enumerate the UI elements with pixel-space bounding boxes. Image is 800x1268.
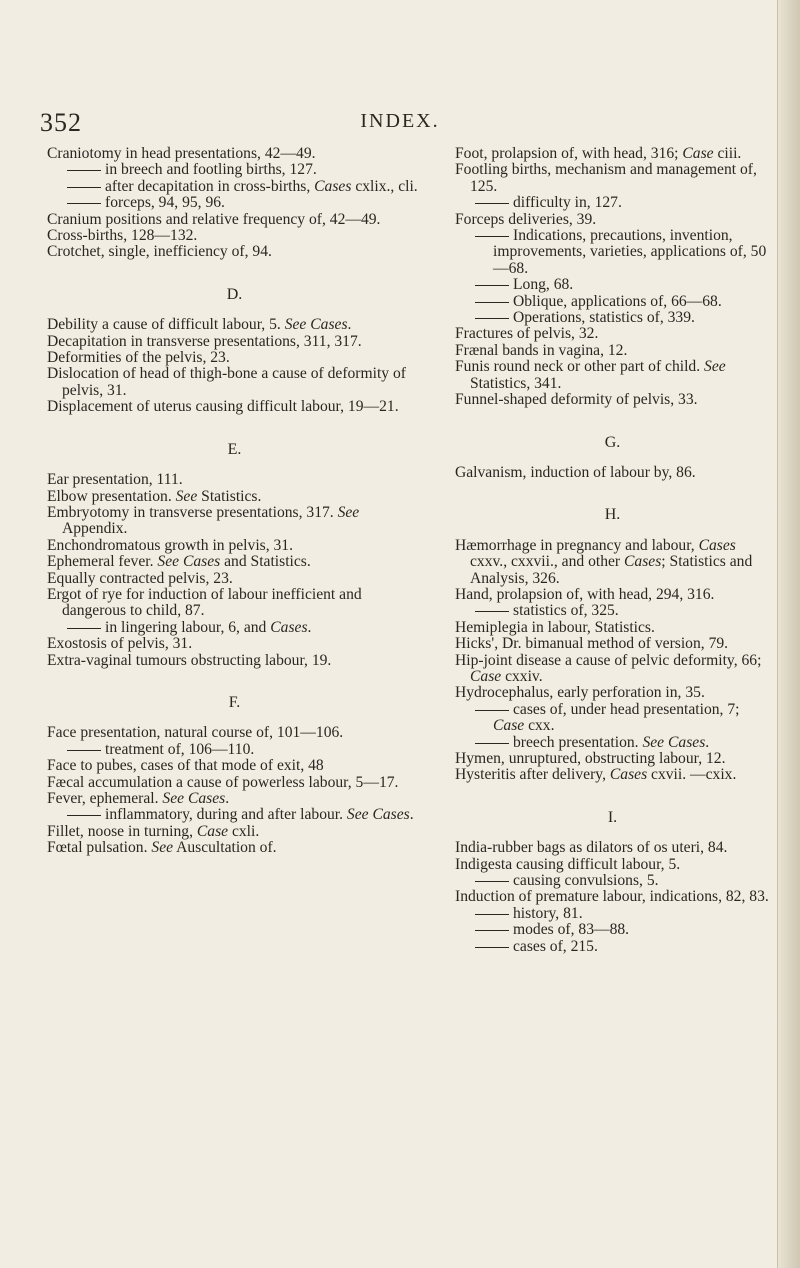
entry-text: Enchondromatous growth in pelvis, 31. — [47, 536, 294, 554]
ditto-dash — [475, 914, 509, 915]
index-entry — [47, 824, 422, 840]
index-entry — [455, 685, 770, 701]
index-entry — [47, 366, 422, 399]
entry-text: Fever, ephemeral. See Cases. — [47, 790, 230, 807]
index-entry — [47, 587, 422, 620]
ditto-dash — [67, 170, 101, 171]
entry-text: Fœtal pulsation. See Auscultation of. — [47, 839, 277, 857]
entry-text: Frænal bands in vagina, 12. — [455, 341, 628, 359]
index-subentry — [47, 807, 422, 823]
entry-text: Hydrocephalus, early perforation in, 35. — [455, 684, 705, 702]
entry-text: Hysteritis after delivery, Cases cxvii. —cxix. — [455, 766, 737, 784]
page-header — [40, 108, 760, 138]
index-entry — [455, 889, 770, 905]
index-entry — [47, 791, 422, 807]
index-entry — [455, 587, 770, 603]
entry-text: Deformities of the pelvis, 23. — [47, 349, 230, 367]
entry-text: Forceps deliveries, 39. — [455, 210, 597, 228]
index-entry — [455, 359, 770, 392]
ditto-dash — [475, 710, 509, 711]
index-subentry — [455, 906, 770, 922]
index-subentry — [455, 277, 770, 293]
index-entry — [455, 857, 770, 873]
entry-text: Galvanism, induction of labour by, 86. — [455, 463, 696, 481]
index-entry — [47, 636, 422, 652]
index-entry — [47, 489, 422, 505]
entry-text: Oblique, applications of, 66—68. — [513, 292, 722, 310]
index-entry — [47, 399, 422, 415]
entry-text: statistics of, 325. — [513, 602, 619, 620]
index-entry — [47, 334, 422, 350]
entry-text: after decapitation in cross-births, Cases cxlix., cli. — [105, 177, 418, 195]
ditto-dash — [67, 628, 101, 629]
index-entry — [47, 840, 422, 856]
ditto-dash — [67, 815, 101, 816]
index-entry — [455, 751, 770, 767]
entry-text: Equally contracted pelvis, 23. — [47, 569, 233, 587]
index-entry — [47, 653, 422, 669]
entry-text: difficulty in, 127. — [513, 194, 622, 212]
entry-text: Hemiplegia in labour, Statistics. — [455, 618, 655, 636]
entry-text: Decapitation in transverse presentations, 311, 317. — [47, 332, 362, 350]
section-letter: E. — [227, 440, 242, 458]
entry-text: history, 81. — [513, 904, 583, 922]
index-subentry — [455, 735, 770, 751]
index-entry — [47, 505, 422, 538]
ditto-dash — [475, 203, 509, 204]
entry-text: Ergot of rye for induction of labour inefficient and dangerous to child, 87. — [47, 585, 362, 620]
entry-text: Fæcal accumulation a cause of powerless labour, 5—17. — [47, 773, 399, 791]
index-entry — [455, 392, 770, 408]
ditto-dash — [475, 881, 509, 882]
page-number: 352 — [40, 108, 82, 137]
entry-text: Cranium positions and relative frequency of, 42—49. — [47, 210, 381, 228]
entry-text: Ephemeral fever. See Cases and Statistics. — [47, 553, 311, 571]
section-letter: F. — [228, 693, 241, 711]
entry-text: Funis round neck or other part of child. See Statistics, 341. — [455, 358, 726, 392]
index-entry — [47, 350, 422, 366]
entry-text: Face presentation, natural course of, 101—106. — [47, 724, 344, 742]
index-subentry — [455, 195, 770, 211]
ditto-dash — [475, 930, 509, 931]
index-subentry — [47, 179, 422, 195]
index-entry — [455, 636, 770, 652]
section-letter: D. — [226, 285, 243, 303]
entry-text: Dislocation of head of thigh-bone a cause of deformity of pelvis, 31. — [47, 365, 406, 399]
index-subentry — [455, 873, 770, 889]
index-subentry — [47, 620, 422, 636]
entry-text: Footling births, mechanism and management of, 125. — [455, 161, 757, 195]
entry-text: inflammatory, during and after labour. See Cases. — [105, 806, 414, 824]
section-letter: G. — [604, 433, 621, 451]
entry-text: Elbow presentation. See Statistics. — [47, 487, 262, 505]
index-column-right — [455, 146, 770, 955]
entry-text: India-rubber bags as dilators of os uteri, 84. — [455, 839, 728, 857]
index-entry — [47, 571, 422, 587]
entry-text: Cross-births, 128—132. — [47, 227, 198, 245]
entry-text: Foot, prolapsion of, with head, 316; Case ciii. — [455, 145, 742, 162]
entry-text: treatment of, 106—110. — [105, 740, 255, 758]
section-letter: I. — [607, 808, 618, 826]
index-entry — [455, 767, 770, 783]
entry-text: Indications, precautions, invention, improvements, varieties, applications of, 50—68. — [493, 227, 767, 277]
entry-text: Displacement of uterus causing difficult labour, 19—21. — [47, 398, 399, 416]
index-subentry — [455, 294, 770, 310]
entry-text: Hymen, unruptured, obstructing labour, 12. — [455, 750, 726, 767]
entry-text: Hand, prolapsion of, with head, 294, 316. — [455, 585, 715, 603]
index-subentry — [47, 195, 422, 211]
entry-text: Funnel-shaped deformity of pelvis, 33. — [455, 391, 698, 409]
ditto-dash — [475, 611, 509, 612]
index-column-left — [47, 146, 422, 857]
entry-text: Exostosis of pelvis, 31. — [47, 635, 193, 653]
index-subentry — [47, 162, 422, 178]
entry-text: Craniotomy in head presentations, 42—49. — [47, 145, 316, 162]
index-subentry — [455, 922, 770, 938]
entry-text: breech presentation. See Cases. — [513, 733, 710, 751]
index-entry — [455, 343, 770, 359]
index-subentry — [455, 228, 770, 277]
index-entry — [455, 465, 770, 481]
running-head-title: INDEX. — [360, 110, 440, 132]
page-edge-shadow — [777, 0, 800, 1268]
index-entry — [455, 653, 770, 686]
index-entry — [47, 775, 422, 791]
index-entry — [455, 146, 770, 162]
entry-text: Debility a cause of difficult labour, 5. See Cases. — [47, 316, 352, 334]
entry-text: causing convulsions, 5. — [513, 872, 659, 890]
index-entry — [455, 620, 770, 636]
ditto-dash — [475, 285, 509, 286]
index-subentry — [47, 742, 422, 758]
index-subentry — [455, 603, 770, 619]
index-entry — [47, 244, 422, 260]
index-entry — [47, 472, 422, 488]
ditto-dash — [475, 947, 509, 948]
entry-text: Hip-joint disease a cause of pelvic deformity, 66; Case cxxiv. — [455, 651, 762, 685]
ditto-dash — [475, 236, 509, 237]
entry-text: cases of, under head presentation, 7; Case cxx. — [493, 700, 740, 735]
entry-text: Operations, statistics of, 339. — [513, 309, 695, 327]
index-subentry — [455, 310, 770, 326]
entry-text: in breech and footling births, 127. — [105, 161, 317, 179]
index-entry — [47, 758, 422, 774]
index-entry — [47, 554, 422, 570]
entry-text: Indigesta causing difficult labour, 5. — [455, 855, 681, 873]
section-letter: H. — [604, 506, 621, 524]
index-entry — [47, 317, 422, 333]
entry-text: Fillet, noose in turning, Case cxli. — [47, 822, 260, 840]
ditto-dash — [475, 302, 509, 303]
entry-text: Long, 68. — [513, 276, 574, 294]
ditto-dash — [475, 743, 509, 744]
ditto-dash — [67, 187, 101, 188]
index-entry — [47, 212, 422, 228]
entry-text: Embryotomy in transverse presentations, 317. See Appendix. — [47, 503, 360, 538]
index-entry — [47, 228, 422, 244]
ditto-dash — [475, 318, 509, 319]
index-entry — [47, 146, 422, 162]
index-entry — [47, 538, 422, 554]
index-entry — [47, 725, 422, 741]
entry-text: cases of, 215. — [513, 937, 598, 955]
entry-text: Fractures of pelvis, 32. — [455, 325, 599, 343]
entry-text: Induction of premature labour, indications, 82, 83. — [455, 888, 769, 906]
index-entry — [455, 212, 770, 228]
index-entry — [455, 538, 770, 587]
index-entry — [455, 162, 770, 195]
entry-text: Hicks', Dr. bimanual method of version, 79. — [455, 635, 729, 653]
entry-text: Hæmorrhage in pregnancy and labour, Cases cxxv., cxxvii., and other Cases; Statistics and Analysis, 326. — [455, 536, 753, 587]
entry-text: in lingering labour, 6, and Cases. — [105, 618, 312, 636]
ditto-dash — [67, 203, 101, 204]
index-entry — [455, 840, 770, 856]
entry-text: Crotchet, single, inefficiency of, 94. — [47, 243, 272, 261]
entry-text: Face to pubes, cases of that mode of exit, 48 — [47, 757, 324, 775]
entry-text: Ear presentation, 111. — [47, 471, 183, 489]
index-subentry — [455, 939, 770, 955]
ditto-dash — [67, 750, 101, 751]
index-subentry — [455, 702, 770, 735]
index-entry — [455, 326, 770, 342]
entry-text: modes of, 83—88. — [513, 921, 630, 939]
entry-text: Extra-vaginal tumours obstructing labour, 19. — [47, 651, 332, 669]
entry-text: forceps, 94, 95, 96. — [105, 194, 225, 212]
